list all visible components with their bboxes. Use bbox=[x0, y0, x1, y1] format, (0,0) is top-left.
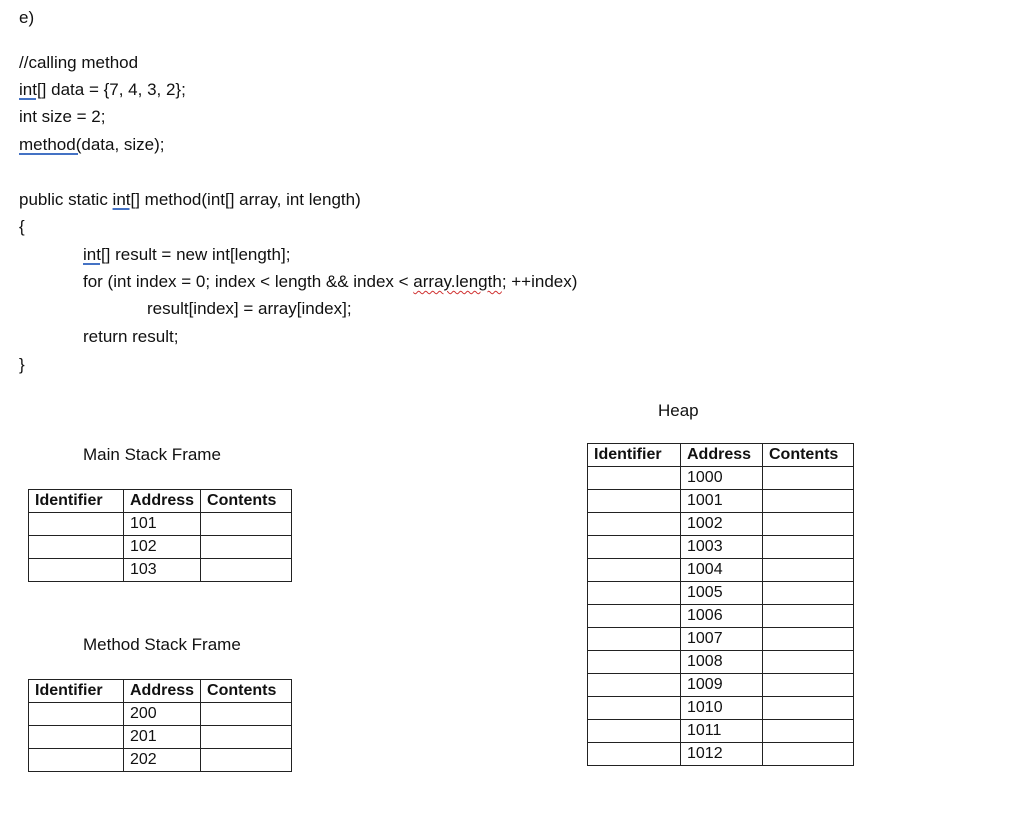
table-row bbox=[29, 559, 292, 582]
code-sig-return-type: int[] bbox=[112, 190, 140, 209]
contents-cell[interactable] bbox=[201, 536, 292, 559]
address-cell: 101 bbox=[124, 513, 201, 536]
code-sig-modifiers: public static bbox=[19, 190, 113, 209]
column-header-identifier: Identifier bbox=[29, 680, 124, 703]
contents-cell[interactable] bbox=[201, 513, 292, 536]
code-body-int-type: int[] bbox=[83, 245, 111, 264]
code-for-head: for (int index = 0; index < length && index < bbox=[83, 272, 414, 291]
identifier-cell[interactable] bbox=[29, 513, 124, 536]
address-cell: 1010 bbox=[681, 697, 763, 720]
identifier-cell[interactable] bbox=[588, 467, 681, 490]
code-int-array-type: int[] bbox=[19, 80, 47, 99]
identifier-cell[interactable] bbox=[29, 749, 124, 772]
identifier-cell[interactable] bbox=[29, 536, 124, 559]
table-row bbox=[588, 559, 854, 582]
contents-cell[interactable] bbox=[763, 559, 854, 582]
contents-cell[interactable] bbox=[763, 490, 854, 513]
contents-cell[interactable] bbox=[763, 467, 854, 490]
code-close-brace: } bbox=[19, 355, 25, 374]
contents-cell[interactable] bbox=[763, 651, 854, 674]
identifier-cell[interactable] bbox=[588, 743, 681, 766]
identifier-cell[interactable] bbox=[29, 559, 124, 582]
table-row bbox=[588, 490, 854, 513]
code-sig-rest: method(int[] array, int length) bbox=[139, 190, 361, 209]
table-row bbox=[588, 582, 854, 605]
table-row bbox=[588, 513, 854, 536]
code-line-data-rest: data = {7, 4, 3, 2}; bbox=[46, 80, 186, 99]
table-row bbox=[588, 628, 854, 651]
contents-cell[interactable] bbox=[763, 743, 854, 766]
address-cell: 1007 bbox=[681, 628, 763, 651]
table-row bbox=[588, 743, 854, 766]
code-call-method: method( bbox=[19, 135, 82, 154]
table-row bbox=[29, 536, 292, 559]
code-line-size: int size = 2; bbox=[19, 107, 106, 126]
method-stack-frame-caption: Method Stack Frame bbox=[83, 635, 241, 654]
code-for-tail: ; ++index) bbox=[501, 272, 578, 291]
contents-cell[interactable] bbox=[201, 726, 292, 749]
column-header-address: Address bbox=[124, 680, 201, 703]
table-row bbox=[29, 513, 292, 536]
table-row bbox=[588, 536, 854, 559]
column-header-contents: Contents bbox=[763, 444, 854, 467]
code-signature bbox=[19, 190, 361, 210]
contents-cell[interactable] bbox=[763, 536, 854, 559]
code-line-data bbox=[19, 80, 186, 100]
code-open-brace: { bbox=[19, 217, 25, 236]
identifier-cell[interactable] bbox=[588, 490, 681, 513]
identifier-cell[interactable] bbox=[29, 726, 124, 749]
code-line-call bbox=[19, 135, 165, 155]
address-cell: 202 bbox=[124, 749, 201, 772]
identifier-cell[interactable] bbox=[588, 513, 681, 536]
identifier-cell[interactable] bbox=[588, 720, 681, 743]
contents-cell[interactable] bbox=[763, 605, 854, 628]
table-header-row bbox=[29, 680, 292, 703]
address-cell: 200 bbox=[124, 703, 201, 726]
address-cell: 1004 bbox=[681, 559, 763, 582]
code-body-line-1-rest: result = new int[length]; bbox=[110, 245, 291, 264]
contents-cell[interactable] bbox=[763, 720, 854, 743]
contents-cell[interactable] bbox=[763, 674, 854, 697]
code-body-line-2 bbox=[83, 272, 577, 292]
identifier-cell[interactable] bbox=[588, 674, 681, 697]
identifier-cell[interactable] bbox=[588, 582, 681, 605]
identifier-cell[interactable] bbox=[588, 559, 681, 582]
contents-cell[interactable] bbox=[763, 582, 854, 605]
column-header-contents: Contents bbox=[201, 490, 292, 513]
address-cell: 1000 bbox=[681, 467, 763, 490]
address-cell: 1006 bbox=[681, 605, 763, 628]
table-header-row bbox=[588, 444, 854, 467]
address-cell: 1005 bbox=[681, 582, 763, 605]
table-row bbox=[588, 605, 854, 628]
table-row bbox=[588, 651, 854, 674]
code-body-line-3: result[index] = array[index]; bbox=[147, 299, 352, 318]
heap-caption: Heap bbox=[658, 401, 699, 420]
table-row bbox=[29, 749, 292, 772]
table-row bbox=[588, 674, 854, 697]
heap-table bbox=[587, 443, 854, 766]
table-row bbox=[588, 467, 854, 490]
identifier-cell[interactable] bbox=[588, 651, 681, 674]
contents-cell[interactable] bbox=[201, 703, 292, 726]
address-cell: 103 bbox=[124, 559, 201, 582]
table-header-row bbox=[29, 490, 292, 513]
identifier-cell[interactable] bbox=[588, 697, 681, 720]
contents-cell[interactable] bbox=[201, 749, 292, 772]
table-row bbox=[588, 697, 854, 720]
column-header-identifier: Identifier bbox=[588, 444, 681, 467]
contents-cell[interactable] bbox=[763, 513, 854, 536]
address-cell: 1008 bbox=[681, 651, 763, 674]
code-call-args: data, size); bbox=[81, 135, 165, 154]
address-cell: 102 bbox=[124, 536, 201, 559]
main-stack-frame-table bbox=[28, 489, 292, 582]
column-header-contents: Contents bbox=[201, 680, 292, 703]
method-stack-frame-table bbox=[28, 679, 292, 772]
identifier-cell[interactable] bbox=[588, 628, 681, 651]
section-label: e) bbox=[19, 8, 35, 27]
address-cell: 1002 bbox=[681, 513, 763, 536]
code-body-line-4: return result; bbox=[83, 327, 179, 346]
contents-cell[interactable] bbox=[763, 628, 854, 651]
code-comment: //calling method bbox=[19, 53, 139, 72]
address-cell: 1009 bbox=[681, 674, 763, 697]
identifier-cell[interactable] bbox=[588, 605, 681, 628]
contents-cell[interactable] bbox=[201, 559, 292, 582]
identifier-cell[interactable] bbox=[588, 536, 681, 559]
table-row bbox=[29, 703, 292, 726]
address-cell: 1003 bbox=[681, 536, 763, 559]
main-stack-frame-caption: Main Stack Frame bbox=[83, 445, 221, 464]
contents-cell[interactable] bbox=[763, 697, 854, 720]
column-header-identifier: Identifier bbox=[29, 490, 124, 513]
address-cell: 1012 bbox=[681, 743, 763, 766]
address-cell: 201 bbox=[124, 726, 201, 749]
identifier-cell[interactable] bbox=[29, 703, 124, 726]
address-cell: 1001 bbox=[681, 490, 763, 513]
column-header-address: Address bbox=[124, 490, 201, 513]
column-header-address: Address bbox=[681, 444, 763, 467]
code-array-length: array.length bbox=[413, 272, 502, 291]
code-body-line-1 bbox=[83, 245, 290, 265]
table-row bbox=[588, 720, 854, 743]
address-cell: 1011 bbox=[681, 720, 763, 743]
table-row bbox=[29, 726, 292, 749]
